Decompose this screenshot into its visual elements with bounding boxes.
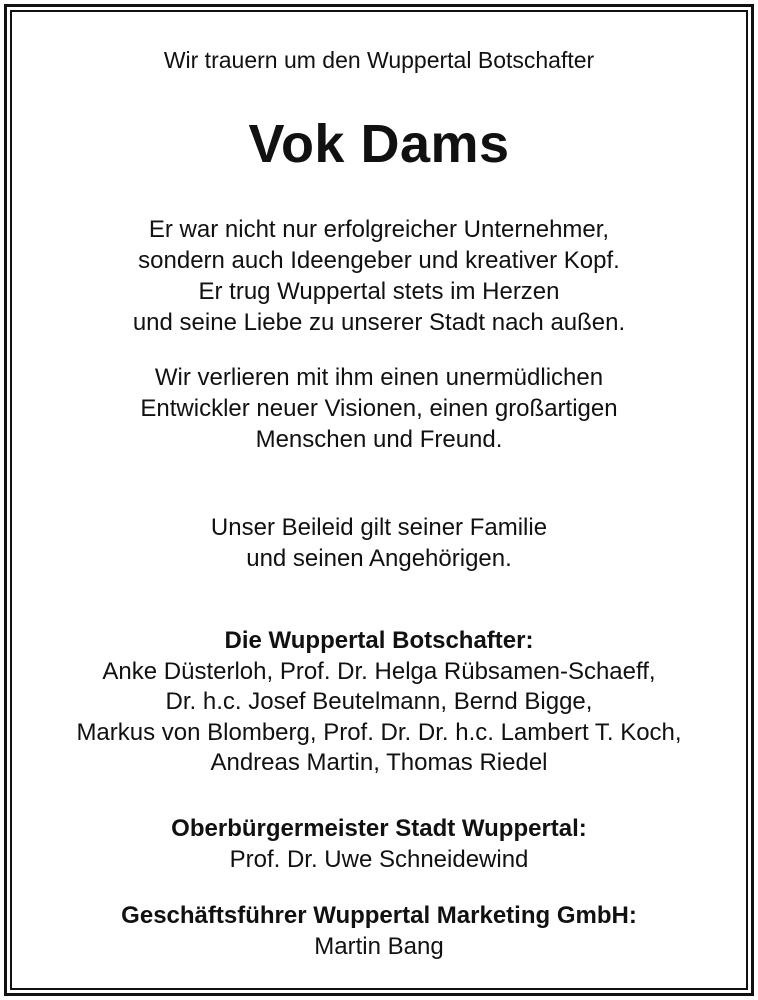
ambassadors-names-line: Markus von Blomberg, Prof. Dr. Dr. h.c. Lambert T. Koch, [76, 718, 682, 746]
ambassadors-signature [12, 626, 746, 779]
intro-line: Wir trauern um den Wuppertal Botschafter [163, 47, 595, 73]
mayor-name: Prof. Dr. Uwe Schneidewind [229, 846, 529, 873]
tribute-line: Er war nicht nur erfolgreicher Unternehmer, [148, 216, 610, 243]
ambassadors-names-line: Andreas Martin, Thomas Riedel [210, 749, 548, 776]
condolence-paragraph [12, 512, 746, 574]
tribute-line: und seine Liebe zu unserer Stadt nach außen. [132, 309, 626, 336]
tribute-line: Entwickler neuer Visionen, einen großartigen [140, 395, 618, 422]
ambassadors-heading: Die Wuppertal Botschafter: [224, 627, 534, 654]
deceased-name: Vok Dams [248, 114, 510, 174]
tribute-paragraph-2 [12, 362, 746, 455]
tribute-paragraph-1 [12, 214, 746, 338]
condolence-line: und seinen Angehörigen. [246, 545, 512, 572]
condolence-line: Unser Beileid gilt seiner Familie [210, 514, 548, 541]
marketing-signature [12, 900, 746, 962]
tribute-line: Er trug Wuppertal stets im Herzen [198, 278, 560, 305]
marketing-heading: Geschäftsführer Wuppertal Marketing GmbH: [121, 902, 637, 929]
ambassadors-names-line: Anke Düsterloh, Prof. Dr. Helga Rübsamen-Schaeff, [102, 657, 656, 685]
tribute-line: Wir verlieren mit ihm einen unermüdlichen [154, 364, 604, 391]
tribute-line: sondern auch Ideengeber und kreativer Kopf. [138, 247, 620, 274]
tribute-line: Menschen und Freund. [255, 426, 503, 453]
marketing-name: Martin Bang [314, 933, 444, 960]
ambassadors-names-line: Dr. h.c. Josef Beutelmann, Bernd Bigge, [165, 688, 593, 715]
mayor-signature [12, 813, 746, 875]
mayor-heading: Oberbürgermeister Stadt Wuppertal: [171, 815, 587, 842]
